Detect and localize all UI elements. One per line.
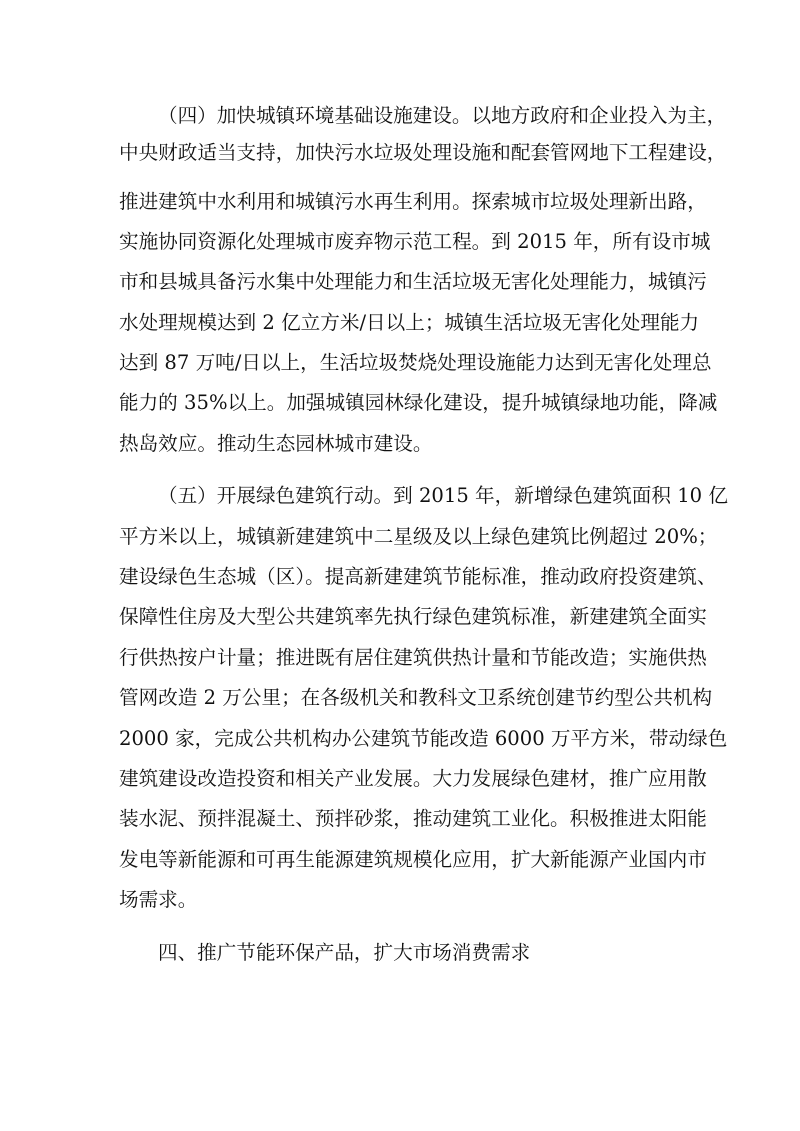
paragraph-5-line-2: 平方米以上，城镇新建建筑中二星级及以上绿色建筑比例超过 20%； [119, 525, 718, 548]
section-heading: 四、推广节能环保产品，扩大市场消费需求 [158, 941, 531, 964]
paragraph-4-line-8: 能力的 35%以上。加强城镇园林绿化建设，提升城镇绿地功能，降减 [119, 391, 718, 414]
paragraph-5-line-9: 装水泥、预拌混凝土、预拌砂浆，推动建筑工业化。积极推进太阳能 [119, 807, 707, 830]
paragraph-4-line-7: 达到 87 万吨/日以上，生活垃圾焚烧处理设施能力达到无害化处理总 [119, 351, 712, 374]
paragraph-5-line-1: （五）开展绿色建筑行动。到 2015 年，新增绿色建筑面积 10 亿 [158, 484, 728, 507]
paragraph-5-line-5: 行供热按户计量；推进既有居住建筑供热计量和节能改造；实施供热 [119, 646, 707, 669]
paragraph-4-line-5: 市和县城具备污水集中处理能力和生活垃圾无害化处理能力，城镇污 [119, 270, 707, 293]
paragraph-5-line-8: 建筑建设改造投资和相关产业发展。大力发展绿色建材，推广应用散 [119, 767, 707, 790]
paragraph-4-line-4: 实施协同资源化处理城市废弃物示范工程。到 2015 年，所有设市城 [119, 230, 711, 253]
paragraph-5-line-11: 场需求。 [119, 888, 198, 911]
paragraph-4-line-6: 水处理规模达到 2 亿立方米/日以上；城镇生活垃圾无害化处理能力 [119, 311, 700, 334]
paragraph-5-line-7: 2000 家，完成公共机构办公建筑节能改造 6000 万平方米，带动绿色 [119, 727, 728, 750]
paragraph-4-line-2: 中央财政适当支持，加快污水垃圾处理设施和配套管网地下工程建设， [119, 141, 727, 164]
paragraph-5-line-6: 管网改造 2 万公里；在各级机关和教科文卫系统创建节约型公共机构 [119, 686, 713, 709]
paragraph-4-line-1: （四）加快城镇环境基础设施建设。以地方政府和企业投入为主， [158, 104, 727, 127]
paragraph-4-line-3: 推进建筑中水利用和城镇污水再生利用。探索城市垃圾处理新出路， [119, 190, 707, 213]
paragraph-4-line-9: 热岛效应。推动生态园林城市建设。 [119, 432, 433, 455]
paragraph-5-line-4: 保障性住房及大型公共建筑率先执行绿色建筑标准，新建建筑全面实 [119, 605, 707, 628]
paragraph-5-line-3: 建设绿色生态城（区）。提高新建建筑节能标准，推动政府投资建筑、 [119, 565, 717, 588]
paragraph-5-line-10: 发电等新能源和可再生能源建筑规模化应用，扩大新能源产业国内市 [119, 848, 707, 871]
